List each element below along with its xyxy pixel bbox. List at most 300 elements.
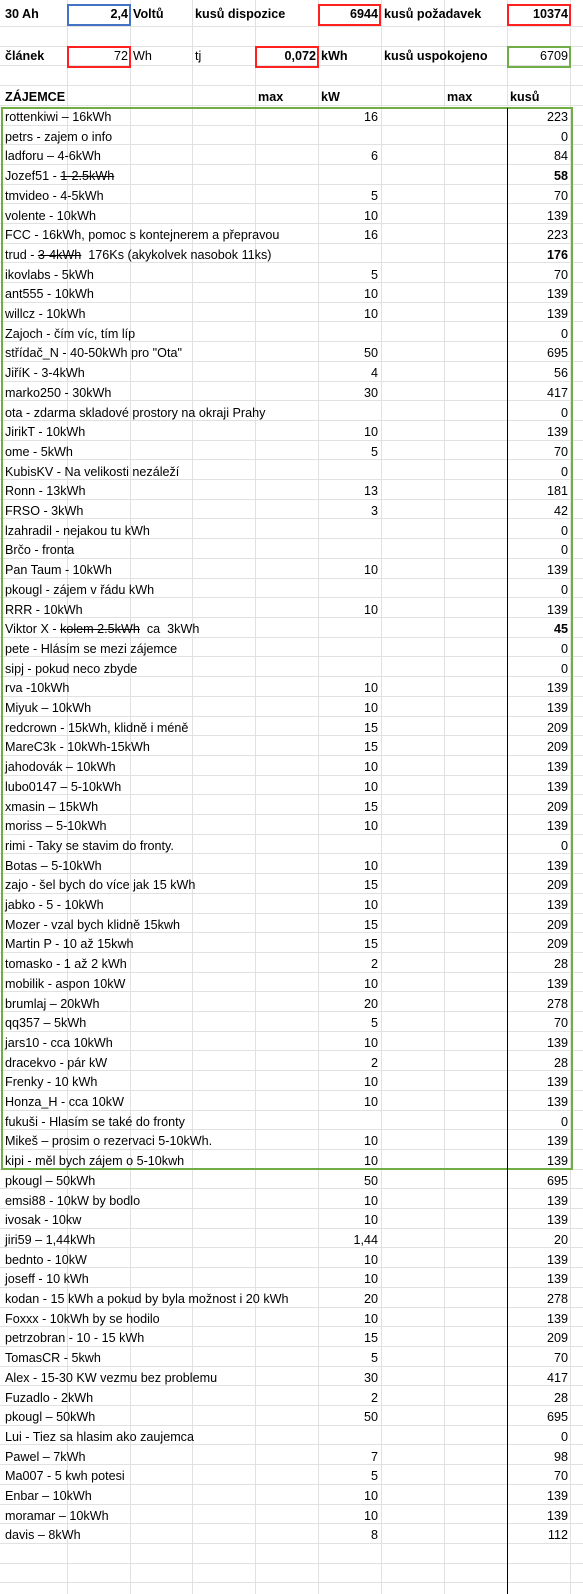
table-row (0, 601, 583, 621)
pieces-cell[interactable]: 70 (553, 189, 568, 203)
table-row (0, 364, 583, 384)
applicant-text: RRR - 10kWh (5, 603, 83, 617)
applicant-text: zajo - šel bych do více jak 15 kWh (5, 878, 196, 892)
pieces-cell[interactable]: 139 (546, 819, 568, 833)
pieces-cell[interactable]: 139 (546, 1489, 568, 1503)
table-row (0, 1369, 583, 1389)
satisfied-label: kusů uspokojeno (384, 49, 488, 63)
applicant-text: Zajoch - čím víc, tím líp (5, 327, 136, 341)
pieces-cell[interactable]: 139 (546, 1509, 568, 1523)
kw-cell[interactable]: 16 (363, 110, 378, 124)
table-row (0, 344, 583, 364)
kw-cell[interactable] (318, 463, 381, 483)
applicant-text: kodan - 15 kWh a pokud by byla možnost i 20 kWh (5, 1292, 289, 1306)
table-row (0, 285, 583, 305)
table-row (0, 1034, 583, 1054)
table-row (0, 1270, 583, 1290)
kw-cell[interactable]: 30 (363, 1371, 378, 1385)
kw-cell[interactable] (318, 640, 381, 660)
kw-cell[interactable] (318, 325, 381, 345)
applicant-text: Mozer - vzal bych klidně 15kwh (5, 918, 180, 932)
pieces-cell[interactable]: 139 (546, 1213, 568, 1227)
kw-cell[interactable]: 50 (363, 1174, 378, 1188)
kw-cell[interactable] (318, 1113, 381, 1133)
applicant-text: marko250 - 30kWh (5, 386, 112, 400)
table-row (0, 876, 583, 896)
kw-cell[interactable]: 10 (363, 1253, 378, 1267)
voltage-label: Voltů (133, 7, 164, 21)
pieces-cell[interactable]: 28 (553, 957, 568, 971)
pieces-cell[interactable]: 223 (546, 110, 568, 124)
satisfied-value[interactable]: 6709 (539, 49, 568, 63)
table-row (0, 482, 583, 502)
applicant-text: Jozef51 - (5, 169, 61, 183)
applicant-text: pkougl - zájem v řádu kWh (5, 583, 155, 597)
table-row (0, 1290, 583, 1310)
kw-cell[interactable] (318, 128, 381, 148)
applicant-text: davis – 8kWh (5, 1528, 81, 1542)
applicant-text: Foxxx - 10kWh by se hodilo (5, 1312, 160, 1326)
kw-cell[interactable]: 6 (370, 149, 378, 163)
applicant-text: rva -10kWh (5, 681, 70, 695)
table-row (0, 1408, 583, 1428)
pieces-cell[interactable]: 84 (553, 149, 568, 163)
applicant-text: Enbar – 10kWh (5, 1489, 92, 1503)
table-row (0, 719, 583, 739)
pieces-cell[interactable]: 0 (560, 465, 568, 479)
table-row (0, 817, 583, 837)
applicant-text: rimi - Taky se stavim do fronty. (5, 839, 174, 853)
kw-cell[interactable] (318, 246, 381, 266)
pieces-cell[interactable]: 0 (560, 642, 568, 656)
pieces-cell[interactable]: 695 (546, 1174, 568, 1188)
cell-value[interactable]: 72 (113, 49, 128, 63)
kw-cell[interactable] (318, 660, 381, 680)
table-row (0, 1389, 583, 1409)
applicant-text: Miyuk – 10kWh (5, 701, 92, 715)
pieces-cell[interactable]: 20 (553, 1233, 568, 1247)
kw-cell[interactable]: 3 (370, 504, 378, 518)
tj-label: tj (195, 49, 202, 63)
applicant-text: Pan Taum - 10kWh (5, 563, 112, 577)
pieces-cell[interactable]: 209 (546, 800, 568, 814)
pieces-cell[interactable]: 0 (560, 1115, 568, 1129)
table-row (0, 325, 583, 345)
table-row (0, 1349, 583, 1369)
applicant-text: JirikT - 10kWh (5, 425, 86, 439)
pieces-cell[interactable]: 417 (546, 1371, 568, 1385)
table-row (0, 1507, 583, 1527)
kw-cell[interactable]: 10 (363, 1154, 378, 1168)
column-header-row (0, 88, 583, 108)
applicant-text: Mikeš – prosim o rezervaci 5-10kWh. (5, 1134, 213, 1148)
kw-cell[interactable]: 2 (370, 1056, 378, 1070)
applicant-text: moramar – 10kWh (5, 1509, 109, 1523)
applicant-text: ladforu – 4-6kWh (5, 149, 101, 163)
pieces-cell[interactable]: 139 (546, 1154, 568, 1168)
applicant-after-text: ca 3kWh (139, 622, 200, 636)
table-row (0, 1428, 583, 1448)
kw-cell[interactable]: 50 (363, 346, 378, 360)
pieces-cell[interactable]: 139 (546, 760, 568, 774)
table-row (0, 778, 583, 798)
applicant-text: FRSO - 3kWh (5, 504, 84, 518)
applicant-text: Honza_H - cca 10kW (5, 1095, 124, 1109)
applicant-text: střídač_N - 40-50kWh pro "Ota" (5, 346, 182, 360)
table-row (0, 975, 583, 995)
kw-cell[interactable] (318, 837, 381, 857)
kw-cell[interactable]: 10 (363, 1312, 378, 1326)
pieces-cell[interactable]: 139 (546, 425, 568, 439)
applicant-text: lzahradil - nejakou tu kWh (5, 524, 150, 538)
table-row (0, 207, 583, 227)
table-row (0, 1251, 583, 1271)
pieces-cell[interactable]: 223 (546, 228, 568, 242)
pieces-cell[interactable]: 0 (560, 583, 568, 597)
kw-cell[interactable]: 5 (370, 268, 378, 282)
applicant-text: Martin P - 10 až 15kwh (5, 937, 134, 951)
table-row (0, 1231, 583, 1251)
kw-cell[interactable]: 10 (363, 603, 378, 617)
pieces-cell[interactable]: 139 (546, 1036, 568, 1050)
table-row (0, 896, 583, 916)
table-row (0, 758, 583, 778)
pieces-cell[interactable]: 139 (546, 1272, 568, 1286)
applicant-text: qq357 – 5kWh (5, 1016, 87, 1030)
kw-cell[interactable]: 16 (363, 228, 378, 242)
kw-cell[interactable]: 10 (363, 701, 378, 715)
pieces-cell[interactable]: 278 (546, 1292, 568, 1306)
pieces-cell[interactable]: 139 (546, 859, 568, 873)
pieces-cell[interactable]: 209 (546, 918, 568, 932)
applicant-text: Lui - Tiez sa hlasim ako zaujemca (5, 1430, 194, 1444)
applicant-strike-text: 1-2.5kWh (60, 169, 115, 183)
kw-cell[interactable]: 10 (363, 977, 378, 991)
kw-cell[interactable]: 10 (363, 1095, 378, 1109)
kw-cell[interactable]: 10 (363, 819, 378, 833)
kw-cell[interactable]: 2 (370, 1391, 378, 1405)
applicant-text: ant555 - 10kWh (5, 287, 94, 301)
table-row (0, 1329, 583, 1349)
kw-cell[interactable] (318, 167, 381, 187)
table-row (0, 837, 583, 857)
kw-cell[interactable]: 10 (363, 209, 378, 223)
demand-value[interactable]: 10374 (532, 7, 568, 21)
kw-cell[interactable] (318, 404, 381, 424)
pieces-cell[interactable]: 70 (553, 445, 568, 459)
table-row (0, 935, 583, 955)
applicant-text: Fuzadlo - 2kWh (5, 1391, 94, 1405)
pieces-cell[interactable]: 0 (560, 524, 568, 538)
applicant-text: xmasin – 15kWh (5, 800, 99, 814)
table-row (0, 463, 583, 483)
applicant-text: JiříK - 3-4kWh (5, 366, 85, 380)
applicant-text: bednto - 10kW (5, 1253, 87, 1267)
pieces-cell[interactable]: 98 (553, 1450, 568, 1464)
grid-row-line (0, 26, 583, 27)
pieces-cell[interactable]: 139 (546, 681, 568, 695)
kw-cell[interactable]: 13 (363, 484, 378, 498)
kw-cell[interactable]: 50 (363, 1410, 378, 1424)
pieces-cell[interactable]: 209 (546, 740, 568, 754)
pieces-cell[interactable]: 139 (546, 977, 568, 991)
applicant-text: ome - 5kWh (5, 445, 73, 459)
kw-cell[interactable]: 10 (363, 1489, 378, 1503)
applicant-text: moriss – 5-10kWh (5, 819, 107, 833)
kw-cell[interactable]: 5 (370, 445, 378, 459)
pieces-cell[interactable]: 139 (546, 307, 568, 321)
applicant-text: redcrown - 15kWh, klidně i méně (5, 721, 189, 735)
table-row (0, 660, 583, 680)
column-header-pieces: kusů (510, 90, 540, 104)
kw-cell[interactable]: 10 (363, 898, 378, 912)
kw-cell[interactable]: 5 (370, 1469, 378, 1483)
applicant-text: brumlaj – 20kWh (5, 997, 100, 1011)
applicant-text: MareC3k - 10kWh-15kWh (5, 740, 150, 754)
pieces-cell[interactable]: 70 (553, 268, 568, 282)
applicant-text: emsi88 - 10kW by bodlo (5, 1194, 141, 1208)
table-row (0, 1014, 583, 1034)
pieces-cell[interactable]: 139 (546, 701, 568, 715)
pieces-cell[interactable]: 70 (553, 1351, 568, 1365)
applicant-text: jabko - 5 - 10kWh (5, 898, 104, 912)
applicant-text: Frenky - 10 kWh (5, 1075, 98, 1089)
table-row (0, 955, 583, 975)
kw-cell[interactable]: 5 (370, 189, 378, 203)
kw-cell[interactable]: 15 (363, 800, 378, 814)
kw-cell[interactable]: 2 (370, 957, 378, 971)
column-header-max-1: max (258, 90, 284, 104)
kw-cell[interactable]: 20 (363, 1292, 378, 1306)
table-row (0, 738, 583, 758)
table-row (0, 128, 583, 148)
pieces-cell[interactable]: 0 (560, 662, 568, 676)
applicant-text: TomasCR - 5kwh (5, 1351, 101, 1365)
pieces-cell[interactable]: 70 (553, 1016, 568, 1030)
applicant-text: jars10 - cca 10kWh (5, 1036, 113, 1050)
kw-cell[interactable]: 15 (363, 937, 378, 951)
pieces-cell[interactable]: 0 (560, 839, 568, 853)
applicant-text: joseff - 10 kWh (5, 1272, 89, 1286)
applicant-strike-text: 3-4kWh (37, 248, 82, 262)
applicant-text: ota - zdarma skladové prostory na okraji Prahy (5, 406, 266, 420)
table-row (0, 1211, 583, 1231)
applicant-text: pkougl – 50kWh (5, 1174, 96, 1188)
kw-cell[interactable]: 15 (363, 721, 378, 735)
applicant-text: jiri59 – 1,44kWh (5, 1233, 96, 1247)
applicant-text: Pawel – 7kWh (5, 1450, 86, 1464)
kw-cell[interactable]: 10 (363, 1036, 378, 1050)
grid-row-line (0, 85, 583, 86)
table-row (0, 1054, 583, 1074)
pieces-cell[interactable]: 695 (546, 1410, 568, 1424)
kw-cell[interactable]: 10 (363, 1509, 378, 1523)
pieces-cell[interactable]: 209 (546, 878, 568, 892)
kw-cell[interactable]: 10 (363, 780, 378, 794)
table-row (0, 561, 583, 581)
applicant-text: trud - (5, 248, 38, 262)
kw-cell[interactable]: 10 (363, 1134, 378, 1148)
kw-cell[interactable] (318, 541, 381, 561)
table-row (0, 916, 583, 936)
table-row (0, 404, 583, 424)
table-row (0, 1113, 583, 1133)
kw-cell[interactable]: 15 (363, 1331, 378, 1345)
applicant-text: Alex - 15-30 KW vezmu bez problemu (5, 1371, 218, 1385)
table-row (0, 1093, 583, 1113)
kw-cell[interactable]: 10 (363, 859, 378, 873)
pieces-cell[interactable]: 56 (553, 366, 568, 380)
table-row (0, 266, 583, 286)
kw-cell[interactable]: 7 (370, 1450, 378, 1464)
column-header-max-2: max (447, 90, 473, 104)
pieces-cell[interactable]: 278 (546, 997, 568, 1011)
table-row (0, 1310, 583, 1330)
applicant-text: petrzobran - 10 - 15 kWh (5, 1331, 145, 1345)
pieces-cell[interactable]: 209 (546, 937, 568, 951)
pieces-cell[interactable]: 181 (546, 484, 568, 498)
applicant-text: Viktor X - (5, 622, 61, 636)
cell-unit: Wh (133, 49, 152, 63)
pieces-cell[interactable]: 139 (546, 287, 568, 301)
pieces-cell[interactable]: 139 (546, 603, 568, 617)
pieces-cell[interactable]: 417 (546, 386, 568, 400)
pieces-cell[interactable]: 209 (546, 1331, 568, 1345)
table-row (0, 699, 583, 719)
kwh-unit: kWh (321, 49, 348, 63)
pieces-cell[interactable]: 139 (546, 209, 568, 223)
pieces-cell[interactable]: 139 (546, 1095, 568, 1109)
pieces-cell[interactable]: 0 (560, 1430, 568, 1444)
table-row (0, 502, 583, 522)
voltage-value[interactable]: 2,4 (110, 7, 128, 21)
table-row (0, 226, 583, 246)
kw-cell[interactable]: 10 (363, 287, 378, 301)
table-row (0, 1487, 583, 1507)
kw-cell[interactable] (318, 581, 381, 601)
applicant-text: Brčo - fronta (5, 543, 75, 557)
pieces-cell[interactable]: 28 (553, 1056, 568, 1070)
kw-cell[interactable]: 10 (363, 1075, 378, 1089)
pieces-cell[interactable]: 139 (546, 563, 568, 577)
kw-cell[interactable]: 10 (363, 1194, 378, 1208)
pieces-cell[interactable]: 0 (560, 406, 568, 420)
grid-row-line (0, 1582, 583, 1583)
pieces-cell[interactable]: 58 (553, 169, 568, 183)
kw-cell[interactable]: 10 (363, 760, 378, 774)
kw-cell[interactable]: 5 (370, 1016, 378, 1030)
kw-cell[interactable]: 15 (363, 740, 378, 754)
pieces-cell[interactable]: 28 (553, 1391, 568, 1405)
pieces-cell[interactable]: 45 (553, 622, 568, 636)
pieces-cell[interactable]: 70 (553, 1469, 568, 1483)
pieces-cell[interactable]: 139 (546, 780, 568, 794)
kw-cell[interactable]: 1,44 (353, 1233, 378, 1247)
pieces-cell[interactable]: 139 (546, 898, 568, 912)
pieces-cell[interactable]: 0 (560, 130, 568, 144)
table-row (0, 305, 583, 325)
applicant-text: petrs - zajem o info (5, 130, 113, 144)
pieces-cell[interactable]: 139 (546, 1134, 568, 1148)
table-row (0, 246, 583, 266)
table-row (0, 167, 583, 187)
applicant-text: mobilik - aspon 10kW (5, 977, 126, 991)
pieces-cell[interactable]: 139 (546, 1312, 568, 1326)
pieces-cell[interactable]: 139 (546, 1253, 568, 1267)
applicant-text: Ronn - 13kWh (5, 484, 86, 498)
pieces-cell[interactable]: 139 (546, 1075, 568, 1089)
grid-row-line (0, 1563, 583, 1564)
available-value[interactable]: 6944 (349, 7, 378, 21)
kw-cell[interactable]: 20 (363, 997, 378, 1011)
table-row (0, 1172, 583, 1192)
kwh-value[interactable]: 0,072 (284, 49, 316, 63)
applicant-text: sipj - pokud neco zbyde (5, 662, 138, 676)
available-label: kusů dispozice (195, 7, 286, 21)
table-row (0, 1152, 583, 1172)
table-row (0, 423, 583, 443)
applicant-text: Botas – 5-10kWh (5, 859, 102, 873)
table-row (0, 147, 583, 167)
kw-cell[interactable]: 10 (363, 1272, 378, 1286)
kw-cell[interactable]: 10 (363, 425, 378, 439)
kw-cell[interactable]: 10 (363, 681, 378, 695)
kw-cell[interactable] (318, 620, 381, 640)
applicant-text: lubo0147 – 5-10kWh (5, 780, 122, 794)
table-row (0, 1467, 583, 1487)
table-row (0, 1132, 583, 1152)
applicant-text: Ma007 - 5 kwh potesi (5, 1469, 125, 1483)
applicant-text: volente - 10kWh (5, 209, 96, 223)
kw-cell[interactable] (318, 522, 381, 542)
applicant-text: tmvideo - 4-5kWh (5, 189, 104, 203)
pieces-cell[interactable]: 0 (560, 327, 568, 341)
table-row (0, 857, 583, 877)
kw-cell[interactable]: 15 (363, 918, 378, 932)
table-row (0, 640, 583, 660)
pieces-cell[interactable]: 176 (546, 248, 568, 262)
pieces-cell[interactable]: 209 (546, 721, 568, 735)
kw-cell[interactable] (318, 1428, 381, 1448)
applicant-strike-text: kolem 2.5kWh (60, 622, 140, 636)
pieces-cell[interactable]: 139 (546, 1194, 568, 1208)
kw-cell[interactable]: 30 (363, 386, 378, 400)
summary-row-1 (0, 5, 583, 25)
kw-cell[interactable]: 10 (363, 1213, 378, 1227)
demand-label: kusů požadavek (384, 7, 482, 21)
table-row (0, 522, 583, 542)
kw-cell[interactable]: 5 (370, 1351, 378, 1365)
kw-cell[interactable]: 8 (370, 1528, 378, 1542)
table-row (0, 187, 583, 207)
kw-cell[interactable]: 10 (363, 563, 378, 577)
pieces-cell[interactable]: 695 (546, 346, 568, 360)
kw-cell[interactable]: 15 (363, 878, 378, 892)
pieces-cell[interactable]: 42 (553, 504, 568, 518)
pieces-cell[interactable]: 112 (547, 1528, 568, 1542)
applicant-text: dracekvo - pár kW (5, 1056, 108, 1070)
kw-cell[interactable]: 4 (370, 366, 378, 380)
applicant-text: jahodovák – 10kWh (5, 760, 116, 774)
kw-cell[interactable]: 10 (363, 307, 378, 321)
applicant-text: fukuši - Hlasím se také do fronty (5, 1115, 185, 1129)
table-row (0, 108, 583, 128)
applicant-text: willcz - 10kWh (5, 307, 86, 321)
table-row (0, 679, 583, 699)
pieces-cell[interactable]: 0 (560, 543, 568, 557)
table-row (0, 1073, 583, 1093)
column-header-kw: kW (321, 90, 340, 104)
